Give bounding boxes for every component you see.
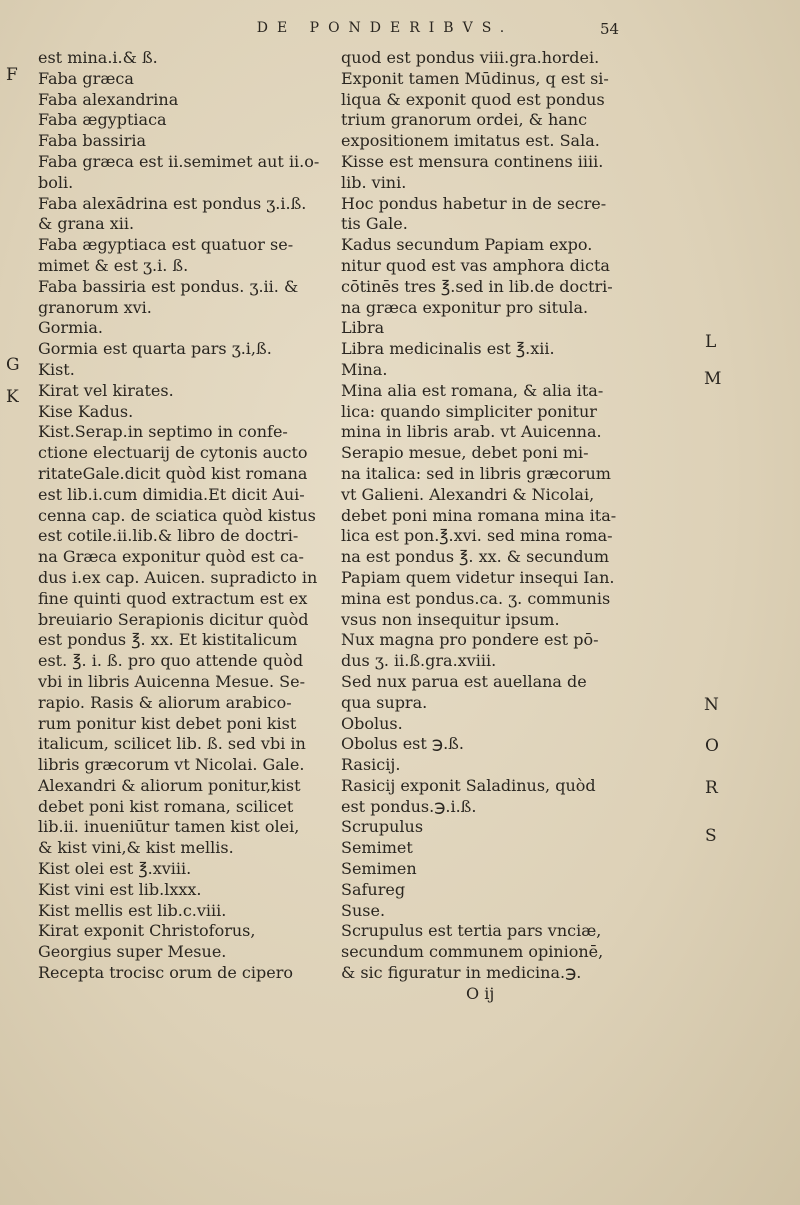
text-line: Mina alia est romana, & alia ita- [341, 380, 604, 400]
text-line: est mina.i.& ß. [38, 48, 158, 67]
text-line: mina est pondus.ca. ʒ. communis [341, 588, 611, 608]
text-line: Kirat exponit Christoforus, [38, 921, 256, 941]
text-line: Kist mellis est lib.c.viii. [38, 900, 227, 920]
text-line: na græca exponitur pro situla. [341, 297, 589, 317]
running-header [0, 18, 800, 48]
text-line: lib. vini. [341, 172, 407, 192]
text-line: dus i.ex cap. Auicen. supradicto in [38, 567, 318, 587]
text-line: vt Galieni. Alexandri & Nicolai, [341, 484, 595, 504]
text-line: Faba ægyptiaca est quatuor se- [38, 235, 294, 255]
text-line: Kise Kadus. [38, 401, 134, 421]
text-line: nitur quod est vas amphora dicta [341, 255, 610, 275]
text-line: boli. [38, 172, 74, 192]
text-line: Semimen [341, 859, 417, 879]
text-line: cōtinēs tres ℥.sed in lib.de doctri- [341, 276, 613, 296]
text-line: lib.ii. inueniūtur tamen kist olei, [38, 817, 300, 837]
text-line: lica est pon.℥.xvi. sed mina roma- [341, 526, 613, 546]
text-line: Gormia. [38, 318, 103, 338]
margin-letter-m: M [704, 369, 722, 389]
text-line: expositionem imitatus est. Sala. [341, 131, 600, 151]
text-line: est pondus.℈.i.ß. [341, 796, 477, 816]
text-line: na est pondus ℥. xx. & secundum [341, 547, 610, 567]
text-line: qua supra. [341, 692, 428, 712]
text-line: Faba græca est ii.semimet aut ii.o- [38, 151, 320, 171]
text-line: debet poni mina romana mina ita- [341, 505, 617, 525]
text-line: na italica: sed in libris græcorum [341, 463, 611, 483]
text-line: debet poni kist romana, scilicet [38, 796, 294, 816]
text-line: Serapio mesue, debet poni mi- [341, 443, 589, 463]
margin-letter-n: N [704, 695, 719, 715]
text-line: Scrupulus est tertia pars vnciæ, [341, 921, 602, 941]
text-line: Alexandri & aliorum ponitur,kist [38, 775, 301, 795]
text-line: Mina. [341, 359, 388, 379]
text-line: rum ponitur kist debet poni kist [38, 713, 297, 733]
margin-letter-s: S [705, 826, 717, 846]
text-line: tis Gale. [341, 214, 408, 234]
text-line: Papiam quem videtur insequi Ian. [341, 567, 615, 587]
text-line: Libra medicinalis est ℥.xii. [341, 339, 555, 359]
text-line: Exponit tamen Mūdinus, q est si- [341, 68, 609, 88]
text-line: quod est pondus viii.gra.hordei. [341, 48, 600, 67]
left-text-column [38, 48, 338, 984]
text-line: Suse. [341, 900, 386, 920]
margin-letter-l: L [705, 332, 717, 352]
text-line: secundum communem opinionē, [341, 942, 604, 962]
text-line: Nux magna pro pondere est pō- [341, 630, 599, 650]
text-line: dus ʒ. ii.ß.gra.xviii. [341, 651, 497, 671]
text-line: fine quinti quod extractum est ex [38, 588, 308, 608]
text-line: Kirat vel kirates. [38, 380, 174, 400]
text-line: Faba bassiria [38, 131, 147, 151]
text-line: vbi in libris Auicenna Mesue. Se- [38, 671, 306, 691]
text-line: na Græca exponitur quòd est ca- [38, 547, 304, 567]
margin-letter-k: K [6, 387, 19, 407]
text-line: & sic figuratur in medicina.℈. [341, 963, 582, 983]
catchword: O ij [466, 983, 495, 1003]
text-line: Faba alexādrina est pondus ʒ.i.ß. [38, 193, 307, 213]
text-line: Faba græca [38, 68, 134, 88]
text-line: Gormia est quarta pars ʒ.i,ß. [38, 339, 272, 359]
text-line: Kadus secundum Papiam expo. [341, 235, 593, 255]
text-line: est lib.i.cum dimidia.Et dicit Aui- [38, 484, 305, 504]
text-line: Kist vini est lib.lxxx. [38, 879, 202, 899]
margin-letter-f: F [6, 65, 18, 85]
text-line: Kist.Serap.in septimo in confe- [38, 422, 288, 442]
header-title: DE PONDERIBVS. [256, 20, 514, 36]
text-line: mimet & est ʒ.i. ß. [38, 255, 189, 275]
text-line: Obolus est ℈.ß. [341, 734, 464, 754]
text-line: Libra [341, 318, 385, 338]
text-line: granorum xvi. [38, 297, 152, 317]
margin-letter-o: O [705, 736, 719, 756]
text-line: Obolus. [341, 713, 403, 733]
text-line: Faba alexandrina [38, 89, 179, 109]
text-line: & grana xii. [38, 214, 135, 234]
text-line: Kist. [38, 359, 75, 379]
text-line: lica: quando simpliciter ponitur [341, 401, 597, 421]
text-line: Kist olei est ℥.xviii. [38, 859, 192, 879]
text-line: Sed nux parua est auellana de [341, 671, 587, 691]
margin-letter-g: G [6, 355, 20, 375]
text-line: & kist vini,& kist mellis. [38, 838, 234, 858]
text-line: liqua & exponit quod est pondus [341, 89, 605, 109]
text-line: est pondus ℥. xx. Et kistitalicum [38, 630, 298, 650]
text-line: vsus non insequitur ipsum. [341, 609, 560, 629]
text-line: libris græcorum vt Nicolai. Gale. [38, 755, 305, 775]
text-line: mina in libris arab. vt Auicenna. [341, 422, 602, 442]
text-line: Recepta trocisc orum de cipero [38, 963, 293, 983]
text-line: Georgius super Mesue. [38, 942, 227, 962]
text-line: ctione electuarij de cytonis aucto [38, 443, 308, 463]
page-number: 54 [600, 20, 620, 38]
margin-letter-r: R [705, 778, 718, 798]
text-line: breuiario Serapionis dicitur quòd [38, 609, 309, 629]
text-line: est cotile.ii.lib.& libro de doctri- [38, 526, 299, 546]
text-line: Scrupulus [341, 817, 424, 837]
right-text-column [341, 48, 641, 1005]
text-line: Rasicij exponit Saladinus, quòd [341, 775, 596, 795]
text-line: rapio. Rasis & aliorum arabico- [38, 692, 292, 712]
text-line: Rasicij. [341, 755, 401, 775]
text-line: ritateGale.dicit quòd kist romana [38, 463, 308, 483]
text-line: cenna cap. de sciatica quòd kistus [38, 505, 316, 525]
text-line: est. ℥. i. ß. pro quo attende quòd [38, 651, 304, 671]
text-line: italicum, scilicet lib. ß. sed vbi in [38, 734, 306, 754]
text-line: Faba bassiria est pondus. ʒ.ii. & [38, 276, 299, 296]
text-line: Safureg [341, 879, 406, 899]
text-line: Semimet [341, 838, 413, 858]
text-line: Hoc pondus habetur in de secre- [341, 193, 607, 213]
text-line: Kisse est mensura continens iiii. [341, 151, 604, 171]
text-line: Faba ægyptiaca [38, 110, 167, 130]
text-line: trium granorum ordei, & hanc [341, 110, 588, 130]
